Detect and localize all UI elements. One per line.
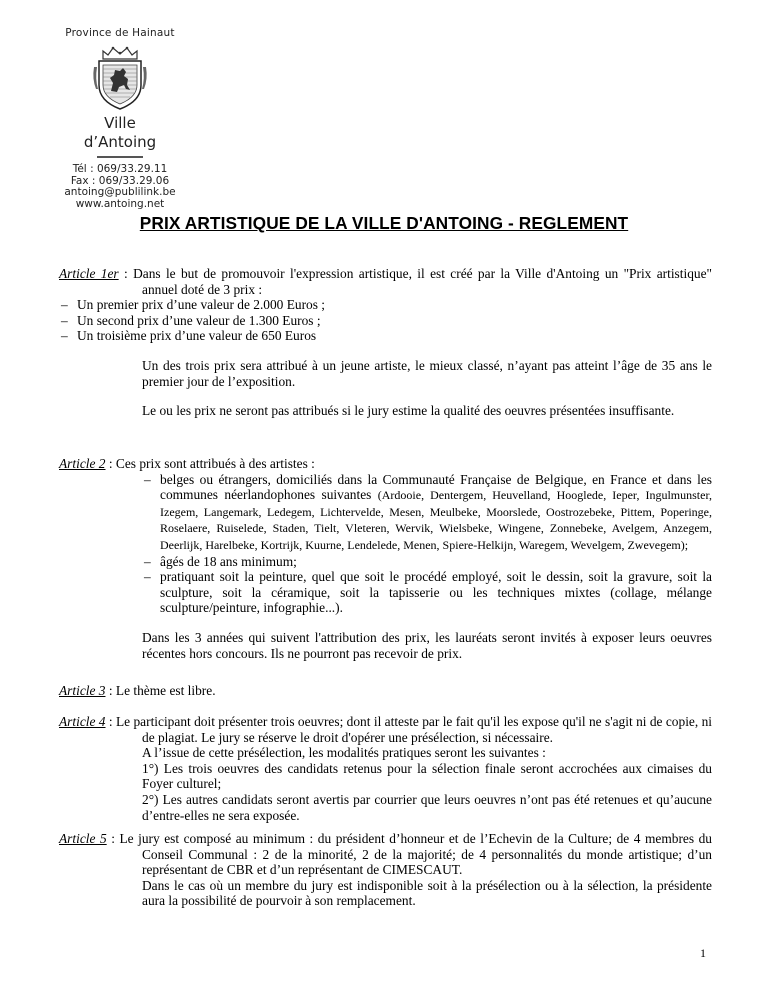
dutch-communes-list: (Ardooie, Dentergem, Heuvelland, Hooglede, Ieper, Ingulmunster, Izegem, Langemark, Ledegem, Lichtervelde, Mesen, Meulbeke, Moorslede, Oostrozebeke, Pittem, Poperinge, Roselaere, Ruiselede, Staden, Tielt, Vleteren, Wervik, Wielsbeke, Wingene, Zonnebeke, Avelgem, Anzegem, Deerlijk, Harelbeke, Kortrijk, Kuurne, Lendelede, Menen, Spiere-Helkijn, Waregem, Wevelgem, Zwevegem);	[160, 488, 712, 552]
article-3-label: Article 3	[59, 683, 106, 698]
article-4-text-3: 1°) Les trois oeuvres des candidats retenus pour la sélection finale seront accrochées aux cimaises du Foyer culturel;	[142, 760, 712, 792]
article-3	[59, 683, 712, 699]
article-3-text: Le thème est libre.	[115, 683, 216, 698]
article-4-label: Article 4	[59, 714, 106, 729]
article-5-separator: :	[106, 831, 120, 846]
article-4-text-4: 2°) Les autres candidats seront avertis par courrier que leurs oeuvres n’ont pas été retenues et qu’aucune d’entre-elles ne sera exposée.	[142, 791, 712, 823]
article-2-separator: :	[105, 456, 116, 471]
page-number: 1	[700, 946, 706, 960]
town-name-line2: d’Antoing	[83, 133, 157, 151]
article-4-separator: :	[105, 714, 116, 729]
article-2-paragraph-2: Dans les 3 années qui suivent l'attribution des prix, les lauréats seront invités à exposer leurs oeuvres récentes hors concours. Ils ne pourront pas recevoir de prix.	[142, 629, 712, 661]
article-2	[59, 456, 712, 661]
prize-item: – Un second prix d’une valeur de 1.300 Euros ;	[59, 313, 712, 329]
document-title: PRIX ARTISTIQUE DE LA VILLE D'ANTOING - REGLEMENT	[139, 213, 629, 233]
phone-number: Tél : 069/33.29.11	[72, 163, 168, 175]
letterhead	[40, 27, 200, 210]
email-address: antoing@publilink.be	[64, 186, 176, 198]
coat-of-arms-icon	[91, 45, 149, 111]
article-4-text-2: A l’issue de cette présélection, les modalités pratiques seront les suivantes :	[142, 745, 546, 761]
article-4	[59, 714, 712, 823]
eligibility-item	[142, 472, 712, 554]
article-2-label: Article 2	[59, 456, 106, 471]
article-5-text-1: Le jury est composé au minimum : du président d’honneur et de l’Echevin de la Culture; de 4 membres du Conseil Communal : 2 de la minorité, 2 de la majorité; de 4 personnalités du monde artistique; d’un représentant de CBR et d’un représentant de CIMESCAUT.	[119, 831, 712, 878]
article-3-separator: :	[105, 683, 116, 698]
prize-item: – Un premier prix d’une valeur de 2.000 Euros ;	[59, 297, 712, 313]
prize-list	[59, 297, 712, 344]
website-address: www.antoing.net	[75, 197, 165, 210]
fax-number: Fax : 069/33.29.06	[70, 174, 170, 187]
prize-item: – Un troisième prix d’une valeur de 650 Euros	[59, 328, 712, 344]
article-1-label: Article 1er	[59, 266, 119, 281]
eligibility-residence: belges ou étrangers, domiciliés dans la Communauté Française de Belgique, en France et dans les communes néerlandophones suivantes	[160, 471, 712, 503]
article-1-paragraph-2: Un des trois prix sera attribué à un jeune artiste, le mieux classé, n’ayant pas atteint l’âge de 35 ans le premier jour de l’exposition.	[142, 357, 712, 389]
article-5-text-2: Dans le cas où un membre du jury est indisponible soit à la présélection ou à la sélection, la présidente aura la possibilité de pourvoir à son remplacement.	[142, 877, 712, 909]
province-name: Province de Hainaut	[65, 27, 175, 39]
article-5	[59, 831, 712, 909]
article-2-intro: Ces prix sont attribués à des artistes :	[115, 456, 315, 471]
article-5-label: Article 5	[59, 831, 107, 846]
article-1-paragraph-3: Le ou les prix ne seront pas attribués si le jury estime la qualité des oeuvres présentées insuffisante.	[142, 403, 675, 419]
letterhead-divider	[97, 156, 143, 158]
town-name-line1: Ville	[104, 114, 136, 132]
eligibility-item: – pratiquant soit la peinture, quel que soit le procédé employé, soit le dessin, soit la gravure, soit la sculpture, soit la céramique, soit la tapisserie ou les techniques mixtes (collage, mélange sculpture/peinture, infographie...).	[142, 569, 712, 616]
article-1-separator: :	[118, 266, 134, 281]
article-1-intro: Dans le but de promouvoir l'expression artistique, il est créé par la Ville d'Antoing un "Prix artistique" annuel doté de 3 prix :	[133, 266, 713, 297]
eligibility-item: – âgés de 18 ans minimum;	[142, 554, 712, 570]
article-4-text-1: Le participant doit présenter trois oeuvres; dont il atteste par le fait qu'il les expose qu'il ne s'agit ni de copie, ni de plagiat. Le jury se réserve le droit d'opérer une présélection, si nécessaire.	[115, 714, 713, 745]
eligibility-list	[142, 472, 712, 616]
article-1	[59, 266, 712, 419]
